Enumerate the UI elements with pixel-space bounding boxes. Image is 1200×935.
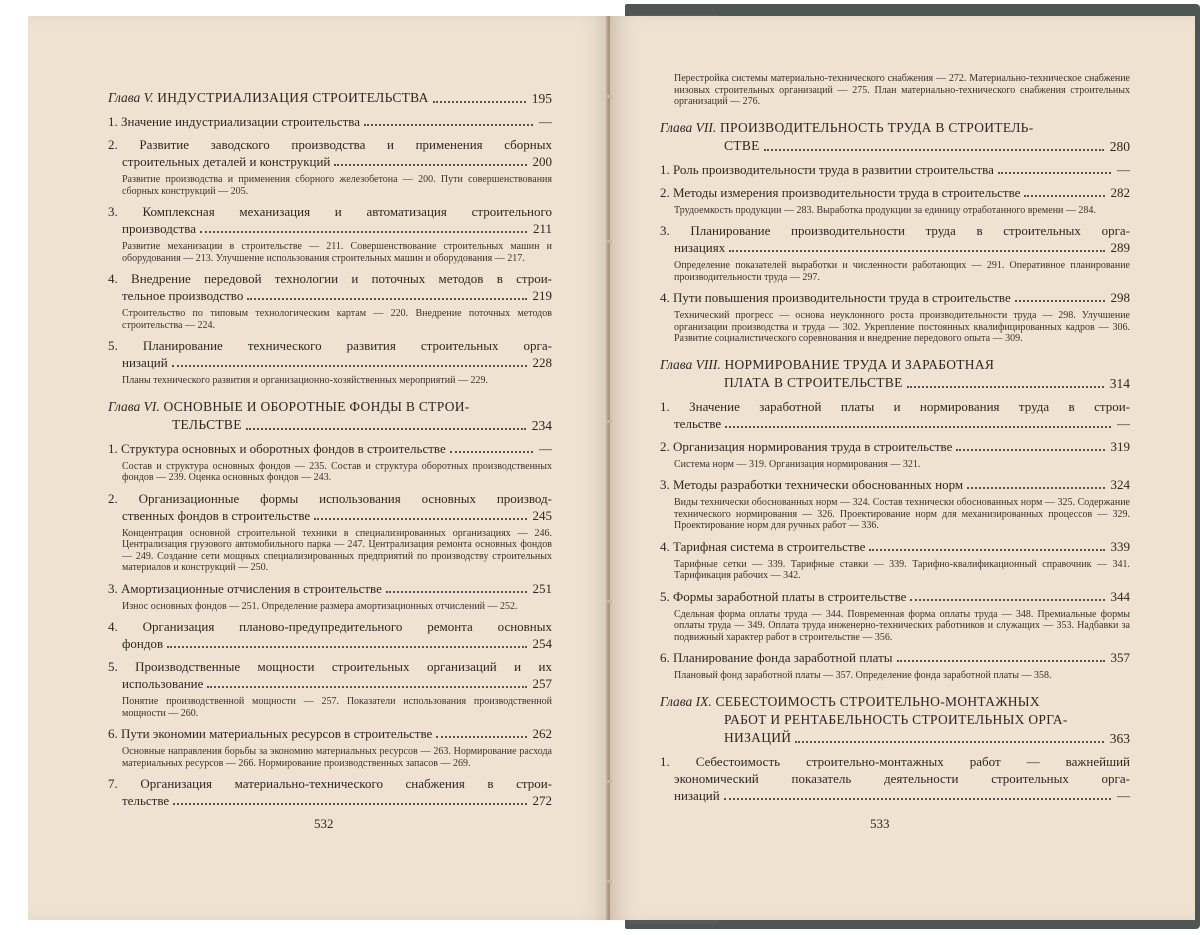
toc-entry bbox=[660, 753, 1130, 804]
left-page-number: 532 bbox=[314, 816, 334, 831]
toc-entry bbox=[660, 161, 1130, 178]
toc-entry-title: строительных деталей и конструкций bbox=[122, 154, 331, 169]
toc-entry-line bbox=[660, 438, 1130, 455]
dot-leader bbox=[795, 741, 1103, 743]
toc-entry bbox=[660, 222, 1130, 283]
toc-entry-line bbox=[660, 770, 1130, 787]
chapter-title-text: НИЗАЦИЙ bbox=[724, 729, 792, 745]
toc-entry bbox=[108, 113, 552, 130]
toc-entry bbox=[660, 588, 1130, 644]
chapter-title-text: Глава VI. ОСНОВНЫЕ И ОБОРОТНЫЕ ФОНДЫ В СТРОИ- bbox=[108, 398, 470, 414]
toc-entry-title: 5. Производственные мощности строительных организаций и их bbox=[108, 659, 552, 674]
toc-page-number: 262 bbox=[532, 726, 552, 741]
toc-entry-title: 2. Организационные формы использования основных производ- bbox=[108, 490, 552, 506]
section-summary: Сдельная форма оплаты труда — 344. Повременная форма оплаты труда — 348. Премиальные формы оплаты труда — 349. Оплата труда инженерно-технических работников и служащих — 353. Надбавки за подвижный характер работ в строительстве — 356. bbox=[674, 608, 1130, 643]
chapter-page-number: 363 bbox=[1109, 730, 1130, 746]
dot-leader bbox=[314, 518, 526, 520]
toc-page-number: 272 bbox=[532, 793, 552, 808]
chapter-title-text: Глава VIII. НОРМИРОВАНИЕ ТРУДА И ЗАРАБОТНАЯ bbox=[660, 356, 995, 372]
section-summary: Понятие производственной мощности — 257. Показатели использования производственной мощности — 260. bbox=[122, 696, 552, 719]
dot-leader bbox=[436, 736, 526, 738]
section-summary: Строительство по типовым технологическим картам — 220. Внедрение поточных методов строительства — 224. bbox=[122, 308, 552, 331]
dot-leader bbox=[956, 449, 1104, 451]
toc-page-number: 251 bbox=[532, 580, 552, 596]
chapter-heading-line bbox=[108, 89, 552, 107]
toc-entry-line bbox=[660, 649, 1130, 666]
toc-entry bbox=[108, 337, 552, 387]
toc-page-number: 245 bbox=[532, 507, 552, 523]
toc-page-number: 254 bbox=[532, 636, 552, 651]
toc-entry-line bbox=[108, 440, 552, 457]
toc-entry-line bbox=[660, 398, 1130, 415]
toc-entry-title: 5. Формы заработной платы в строительстве bbox=[660, 588, 907, 604]
chapter-heading-line bbox=[660, 356, 1130, 374]
toc-entry-line bbox=[660, 415, 1130, 432]
toc-entry-title: 1. Значение заработной платы и нормирования труда в строи- bbox=[660, 398, 1130, 414]
chapter-heading-line bbox=[660, 711, 1130, 729]
toc-entry-title: фондов bbox=[122, 636, 164, 651]
toc-page-number: 257 bbox=[532, 676, 552, 691]
dot-leader bbox=[764, 149, 1104, 151]
toc-page-number: 282 bbox=[1110, 184, 1130, 200]
dot-leader bbox=[725, 426, 1111, 428]
dot-leader bbox=[172, 365, 527, 367]
toc-entry-line bbox=[108, 337, 552, 354]
toc-entry bbox=[660, 289, 1130, 345]
toc-entry-title: 2. Развитие заводского производства и применения сборных bbox=[108, 137, 552, 152]
spine-stitch bbox=[607, 880, 612, 883]
dot-leader bbox=[450, 451, 533, 453]
toc-entry-title: 7. Организация материально-технического снабжения в строи- bbox=[108, 776, 552, 791]
chapter-heading-line bbox=[660, 729, 1130, 747]
chapter-number: Глава VII. bbox=[660, 119, 717, 135]
toc-entry-title: тельстве bbox=[122, 793, 170, 808]
dot-leader bbox=[1015, 300, 1105, 302]
chapter-heading bbox=[660, 119, 1130, 155]
section-summary: Развитие механизации в строительстве — 211. Совершенствование строительных машин и оборудования — 213. Улучшение использования строительных машин и оборудования — 217. bbox=[122, 241, 552, 264]
toc-entry-line bbox=[108, 490, 552, 507]
toc-page-number: 228 bbox=[532, 355, 552, 370]
section-summary: Основные направления борьбы за экономию материальных ресурсов — 263. Нормирование расхода материальных ресурсов — 266. Нормирование производственных запасов — 269. bbox=[122, 746, 552, 769]
toc-entry bbox=[660, 184, 1130, 217]
toc-entry-line bbox=[108, 635, 552, 652]
toc-entry-title: использование bbox=[122, 676, 204, 691]
dot-leader bbox=[907, 386, 1104, 388]
toc-entry-line bbox=[108, 203, 552, 220]
toc-entry-title: производства bbox=[122, 221, 197, 236]
toc-entry bbox=[108, 580, 552, 613]
toc-entry-line bbox=[108, 113, 552, 130]
chapter-heading bbox=[108, 89, 552, 107]
chapter-page-number: 195 bbox=[531, 91, 552, 106]
toc-entry bbox=[108, 658, 552, 719]
dot-leader bbox=[247, 298, 526, 300]
dot-leader bbox=[173, 803, 526, 805]
chapter-number: Глава V. bbox=[108, 90, 154, 105]
section-summary: Перестройка системы материально-технического снабжения — 272. Материально-техническое снабжение низовых строительных организаций — 275. План материально-технического снабжения строительных организаций — 276. bbox=[674, 73, 1130, 107]
toc-entry-title: 3. Планирование производительности труда в строительных орга- bbox=[660, 223, 1130, 238]
toc-entry-title: 4. Внедрение передовой технологии и поточных методов в строи- bbox=[108, 271, 552, 286]
dot-leader bbox=[246, 428, 526, 430]
toc-entry-line bbox=[108, 675, 552, 692]
toc-entry-title: 1. Структура основных и оборотных фондов в строительстве bbox=[108, 440, 446, 456]
section-summary: Определение показателей выработки и численности работающих — 291. Оперативное планирование производительности труда — 297. bbox=[674, 260, 1130, 283]
chapter-heading-line bbox=[108, 416, 552, 434]
dot-leader bbox=[433, 101, 526, 103]
toc-entry-line bbox=[108, 775, 552, 792]
chapter-page-number: 234 bbox=[531, 417, 552, 433]
toc-entry bbox=[660, 398, 1130, 432]
toc-entry bbox=[108, 775, 552, 809]
toc-entry-line bbox=[660, 239, 1130, 256]
spine-stitch bbox=[607, 95, 612, 98]
toc-page-number: 289 bbox=[1110, 240, 1130, 255]
toc-entry-line bbox=[660, 161, 1130, 178]
toc-entry-title: тельное производство bbox=[122, 288, 244, 303]
toc-entry-line bbox=[660, 222, 1130, 239]
toc-entry bbox=[108, 440, 552, 484]
dot-leader bbox=[334, 164, 526, 166]
toc-entry bbox=[108, 490, 552, 574]
toc-entry-line bbox=[108, 792, 552, 809]
toc-page-number: 344 bbox=[1110, 588, 1130, 604]
toc-entry-line bbox=[108, 725, 552, 742]
toc-page-number: — bbox=[1117, 415, 1130, 431]
toc-entry-title: 6. Пути экономии материальных ресурсов в строительстве bbox=[108, 726, 433, 741]
toc-page-number: 219 bbox=[532, 288, 552, 303]
spine-stitch bbox=[607, 780, 612, 783]
spine-stitch bbox=[607, 420, 612, 423]
toc-entry-line bbox=[660, 787, 1130, 804]
toc-entry-line bbox=[660, 538, 1130, 555]
chapter-heading bbox=[660, 693, 1130, 747]
toc-entry-title: 6. Планирование фонда заработной платы bbox=[660, 650, 893, 665]
toc-entry bbox=[108, 725, 552, 769]
chapter-title-text: Глава VII. ПРОИЗВОДИТЕЛЬНОСТЬ ТРУДА В СТРОИТЕЛЬ- bbox=[660, 119, 1034, 135]
toc-page-number: — bbox=[1117, 787, 1130, 803]
chapter-title-text: ТЕЛЬСТВЕ bbox=[172, 416, 242, 432]
dot-leader bbox=[167, 646, 526, 648]
chapter-number: Глава VI. bbox=[108, 398, 160, 414]
chapter-heading bbox=[108, 398, 552, 434]
toc-entry-line bbox=[108, 287, 552, 304]
toc-entry bbox=[108, 270, 552, 331]
toc-page-number: — bbox=[1117, 161, 1130, 177]
section-summary: Виды технически обоснованных норм — 324. Состав технически обоснованных норм — 325. Содержание технического нормирования — 326. Проектирование норм для механизированных процессов — 329. Проектирование норм для ручных работ — 336. bbox=[674, 497, 1130, 531]
toc-page-number: 319 bbox=[1110, 438, 1130, 454]
spine-stitch bbox=[607, 600, 612, 603]
dot-leader bbox=[386, 591, 527, 593]
toc-entry-line bbox=[108, 136, 552, 153]
chapter-title-text: РАБОТ И РЕНТАБЕЛЬНОСТЬ СТРОИТЕЛЬНЫХ ОРГА- bbox=[724, 711, 1068, 727]
toc-entry-line bbox=[108, 507, 552, 524]
toc-entry-line bbox=[108, 153, 552, 170]
toc-entry-line bbox=[108, 580, 552, 597]
chapter-title-text: СТВЕ bbox=[724, 137, 760, 153]
toc-entry bbox=[660, 649, 1130, 682]
toc-entry-title: 1. Значение индустриализации строительства bbox=[108, 114, 361, 129]
chapter-number: Глава IX. bbox=[660, 693, 712, 709]
right-toc bbox=[660, 73, 1130, 920]
section-summary: Тарифные сетки — 339. Тарифные ставки — 339. Тарифно-квалификационный справочник — 341. Тарификация рабочих — 342. bbox=[674, 558, 1130, 581]
toc-entry-line bbox=[108, 354, 552, 371]
toc-entry bbox=[108, 618, 552, 652]
dot-leader bbox=[724, 798, 1111, 800]
toc-entry bbox=[660, 538, 1130, 582]
toc-entry-title: тельстве bbox=[674, 415, 722, 431]
chapter-page-number: 280 bbox=[1109, 138, 1130, 154]
dot-leader bbox=[967, 487, 1104, 489]
toc-entry-title: 2. Организация нормирования труда в строительстве bbox=[660, 438, 953, 454]
toc-entry-title: 3. Методы разработки технически обоснованных норм bbox=[660, 477, 964, 492]
toc-entry-title: 3. Комплексная механизация и автоматизация строительного bbox=[108, 204, 552, 219]
toc-entry-title: экономический показатель деятельности строительных орга- bbox=[674, 770, 1130, 786]
left-toc bbox=[108, 78, 552, 920]
toc-entry-title: низаций bbox=[674, 787, 720, 803]
dot-leader bbox=[1024, 195, 1104, 197]
dot-leader bbox=[897, 660, 1105, 662]
chapter-number: Глава VIII. bbox=[660, 356, 721, 372]
dot-leader bbox=[364, 124, 533, 126]
toc-page-number: 357 bbox=[1110, 650, 1130, 665]
section-summary: Плановый фонд заработной платы — 357. Определение фонда заработной платы — 358. bbox=[674, 670, 1052, 681]
toc-entry-line bbox=[108, 618, 552, 635]
chapter-heading-line bbox=[108, 398, 552, 416]
section-summary: Износ основных фондов — 251. Определение размера амортизационных отчислений — 252. bbox=[122, 600, 518, 612]
toc-entry-line bbox=[660, 476, 1130, 493]
chapter-title-text: ПЛАТА В СТРОИТЕЛЬСТВЕ bbox=[724, 374, 903, 390]
section-summary: Концентрация основной строительной техники в специализированных организациях — 246. Централизация грузового автомобильного парка — 247. Централизация ремонта основных фондов — 249. Создание сети мощных специализированных предприятий по производству строительных материалов и конструкций — 250. bbox=[122, 527, 552, 573]
toc-entry-title: 2. Методы измерения производительности труда в строительстве bbox=[660, 184, 1021, 200]
toc-entry-title: 3. Амортизационные отчисления в строительстве bbox=[108, 580, 382, 596]
chapter-heading bbox=[660, 356, 1130, 392]
toc-entry-line bbox=[108, 270, 552, 287]
toc-page-number: 211 bbox=[532, 221, 552, 236]
chapter-page-number: 314 bbox=[1109, 375, 1130, 391]
section-summary: Планы технического развития и организационно-хозяйственных мероприятий — 229. bbox=[122, 375, 488, 386]
toc-page-number: 200 bbox=[532, 154, 552, 169]
dot-leader bbox=[869, 549, 1104, 551]
toc-entry-title: ственных фондов в строительстве bbox=[122, 507, 311, 523]
toc-page-number: 339 bbox=[1110, 538, 1130, 554]
dot-leader bbox=[998, 172, 1111, 174]
toc-entry-title: 4. Организация планово-предупредительного ремонта основных bbox=[108, 619, 552, 634]
chapter-title-text: Глава IX. СЕБЕСТОИМОСТЬ СТРОИТЕЛЬНО-МОНТАЖНЫХ bbox=[660, 693, 1040, 709]
left-page bbox=[28, 16, 610, 920]
toc-entry-line bbox=[660, 184, 1130, 201]
right-page-number: 533 bbox=[870, 816, 890, 831]
chapter-heading-line bbox=[660, 137, 1130, 155]
toc-page-number: — bbox=[539, 440, 552, 456]
toc-entry bbox=[660, 438, 1130, 471]
chapter-heading-line bbox=[660, 374, 1130, 392]
dot-leader bbox=[207, 686, 526, 688]
toc-entry-line bbox=[660, 753, 1130, 770]
toc-entry-title: низациях bbox=[674, 240, 726, 255]
toc-entry-title: 1. Роль производительности труда в развитии строительства bbox=[660, 161, 994, 177]
toc-page-number: 324 bbox=[1110, 477, 1130, 492]
toc-entry-line bbox=[108, 220, 552, 237]
dot-leader bbox=[200, 231, 527, 233]
toc-entry-title: 4. Тарифная система в строительстве bbox=[660, 538, 866, 554]
section-summary: Технический прогресс — основа неуклонного роста производительности труда — 298. Улучшение организации производства и труда — 302. Укрепление постоянных квалифицированных кадров — 306. Развитие социалистического соревнования и внедрение передового опыта — 309. bbox=[674, 310, 1130, 344]
toc-entry-title: 1. Себестоимость строительно-монтажных работ — важнейший bbox=[660, 753, 1130, 769]
toc-entry bbox=[108, 203, 552, 264]
chapter-heading-line bbox=[660, 119, 1130, 137]
toc-entry bbox=[108, 136, 552, 197]
spine-stitch bbox=[607, 240, 612, 243]
toc-page-number: 298 bbox=[1110, 290, 1130, 305]
section-summary: Состав и структура основных фондов — 235. Состав и структура оборотных производственных фондов — 239. Оценка основных фондов — 243. bbox=[122, 460, 552, 483]
dot-leader bbox=[910, 599, 1104, 601]
section-summary: Система норм — 319. Организация нормирования — 321. bbox=[674, 458, 921, 470]
toc-entry-title: 5. Планирование технического развития строительных орга- bbox=[108, 338, 552, 353]
toc-page-number: — bbox=[539, 114, 552, 129]
section-summary: Развитие производства и применения сборного железобетона — 200. Пути совершенствования сборных конструкций — 205. bbox=[122, 174, 552, 197]
toc-entry-title: низаций bbox=[122, 355, 168, 370]
toc-entry-line bbox=[660, 289, 1130, 306]
chapter-title-text: Глава V. ИНДУСТРИАЛИЗАЦИЯ СТРОИТЕЛЬСТВА bbox=[108, 90, 429, 105]
right-page bbox=[610, 16, 1195, 920]
toc-entry-line bbox=[108, 658, 552, 675]
section-summary: Трудоемкость продукции — 283. Выработка продукции за единицу отработанного времени — 284. bbox=[674, 204, 1096, 216]
toc-entry-title: 4. Пути повышения производительности труда в строительстве bbox=[660, 290, 1011, 305]
toc-entry-line bbox=[660, 588, 1130, 605]
toc-entry bbox=[660, 476, 1130, 532]
chapter-heading-line bbox=[660, 693, 1130, 711]
dot-leader bbox=[729, 250, 1104, 252]
